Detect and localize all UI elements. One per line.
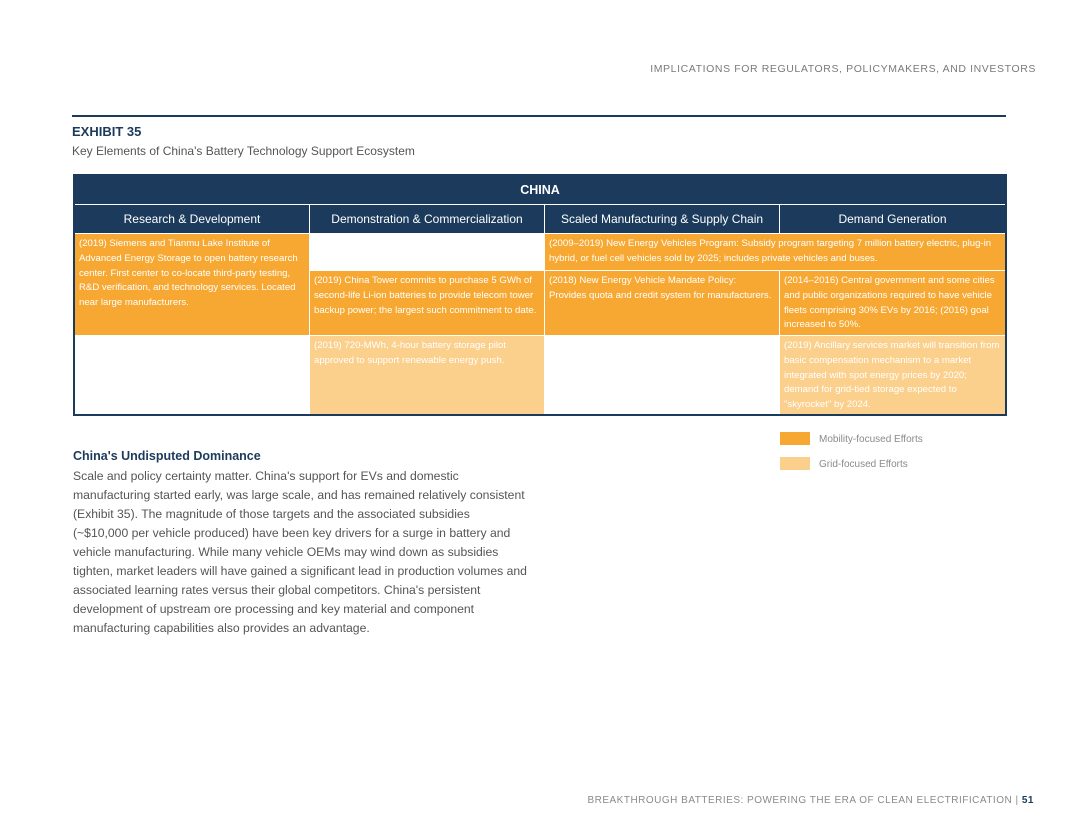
column-header-research: Research & Development bbox=[75, 205, 309, 233]
table-title: CHINA bbox=[75, 176, 1005, 204]
cell-rd-siemens: (2019) Siemens and Tianmu Lake Institute of Advanced Energy Storage to open battery research center. First center to co-locate third-party testing, R&D verification, and technology services. Located near large manufacturers. bbox=[75, 234, 309, 335]
legend-label-grid: Grid-focused Efforts bbox=[819, 459, 908, 470]
cell-central-government: (2014–2016) Central government and some cities and public organizations required to have vehicle fleets comprising 30% EVs by 2016; (2016) goal increased to 50%. bbox=[780, 271, 1005, 335]
page-footer bbox=[587, 795, 1034, 806]
cell-nev-program: (2009–2019) New Energy Vehicles Program: Subsidy program targeting 7 million battery electric, plug-in hybrid, or fuel cell vehicles sold by 2025; includes private vehicles and buses. bbox=[545, 234, 1005, 270]
cell-nev-mandate: (2018) New Energy Vehicle Mandate Policy: Provides quota and credit system for manufacturers. bbox=[545, 271, 779, 335]
cell-storage-pilot: (2019) 720-MWh, 4-hour battery storage pilot approved to support renewable energy push. bbox=[310, 336, 544, 414]
cell-demo-empty bbox=[310, 234, 544, 270]
cell-manufacturing-empty bbox=[545, 336, 779, 414]
cell-ancillary-services: (2019) Ancillary services market will transition from basic compensation mechanism to a market integrated with spot energy prices by 2020; demand for grid-tied storage expected to "skyrocket" by 2024. bbox=[780, 336, 1005, 414]
cell-china-tower: (2019) China Tower commits to purchase 5 GWh of second-life Li-ion batteries to provide telecom tower backup power; the largest such commitment to date. bbox=[310, 271, 544, 335]
cell-rd-empty bbox=[75, 336, 309, 414]
column-header-demonstration: Demonstration & Commercialization bbox=[310, 205, 544, 233]
column-header-demand: Demand Generation bbox=[780, 205, 1005, 233]
exhibit-label: EXHIBIT 35 bbox=[72, 124, 142, 139]
running-header: IMPLICATIONS FOR REGULATORS, POLICYMAKERS, AND INVESTORS bbox=[650, 63, 1036, 75]
legend-label-mobility: Mobility-focused Efforts bbox=[819, 434, 923, 445]
legend-swatch-grid bbox=[780, 457, 810, 470]
section-heading: China's Undisputed Dominance bbox=[73, 449, 261, 463]
ecosystem-table bbox=[73, 174, 1007, 416]
header-rule bbox=[72, 115, 1006, 117]
footer-title: BREAKTHROUGH BATTERIES: POWERING THE ERA OF CLEAN ELECTRIFICATION | bbox=[587, 795, 1019, 806]
section-body: Scale and policy certainty matter. China's support for EVs and domestic manufacturing started early, was large scale, and has remained relatively consistent (Exhibit 35). The magnitude of those targets and the associated subsidies (~$10,000 per vehicle produced) have been key drivers for a surge in battery and vehicle manufacturing. While many vehicle OEMs may wind down as subsidies tighten, market leaders will have gained a significant lead in production volumes and associated learning rates versus their global competitors. China's persistent development of upstream ore processing and key material and component manufacturing capabilities also provides an advantage. bbox=[73, 469, 527, 635]
page-number: 51 bbox=[1021, 795, 1034, 806]
exhibit-subtitle: Key Elements of China's Battery Technology Support Ecosystem bbox=[72, 144, 415, 158]
legend-swatch-mobility bbox=[780, 432, 810, 445]
column-header-manufacturing: Scaled Manufacturing & Supply Chain bbox=[545, 205, 779, 233]
